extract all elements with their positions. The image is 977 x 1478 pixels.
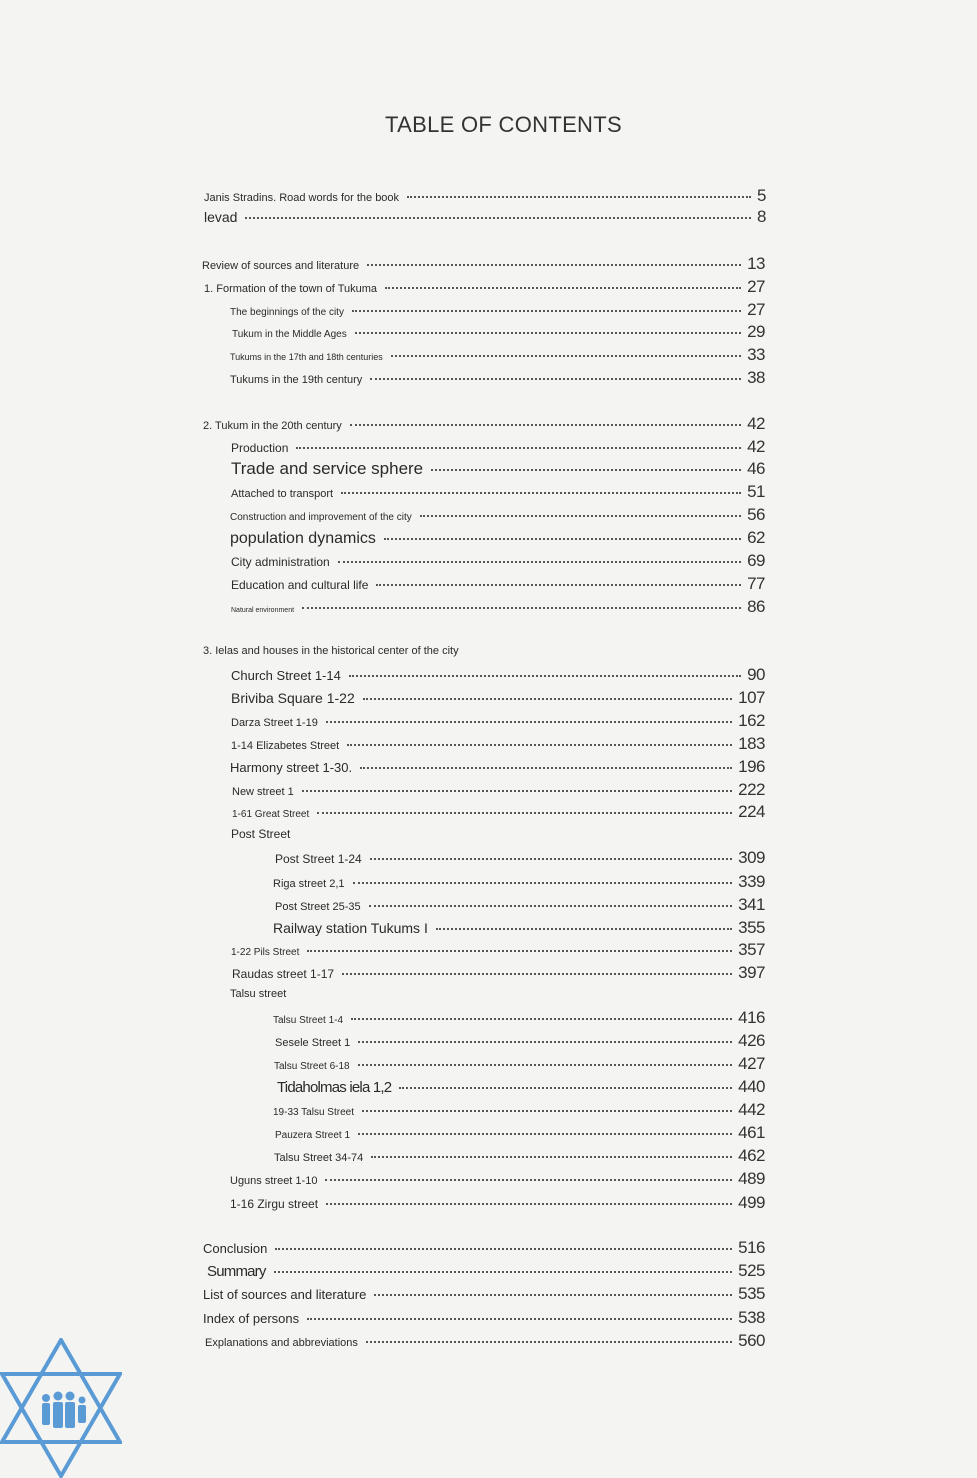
toc-entry[interactable]: City administration 69	[231, 551, 765, 570]
toc-entry[interactable]: Summary 525	[207, 1261, 765, 1280]
toc-entry[interactable]: Conclusion 516	[203, 1238, 765, 1257]
toc-entry[interactable]: 1. Formation of the town of Tukuma 27	[204, 277, 765, 296]
toc-entry[interactable]: 1-16 Zirgu street 499	[230, 1193, 765, 1212]
toc-entry[interactable]: The beginnings of the city 27	[230, 300, 765, 319]
toc-entry[interactable]: Talsu Street 34-74 462	[274, 1146, 765, 1165]
toc-entry[interactable]: Riga street 2,1 339	[273, 872, 765, 891]
toc-entry[interactable]: Tukums in the 19th century 38	[230, 368, 765, 387]
toc-entry[interactable]: Post Street 25-35 341	[275, 895, 765, 914]
toc-entry[interactable]: Explanations and abbreviations 560	[205, 1331, 765, 1350]
toc-entry[interactable]: 2. Tukum in the 20th century 42	[203, 414, 765, 433]
toc-entry[interactable]: Darza Street 1-19 162	[231, 711, 765, 730]
toc-entry[interactable]: Education and cultural life 77	[231, 574, 765, 593]
toc-entry[interactable]: levad 8	[204, 207, 766, 226]
toc-entry[interactable]: Pauzera Street 1 461	[275, 1123, 765, 1142]
toc-entry[interactable]: 1-61 Great Street 224	[232, 802, 765, 821]
toc-entry[interactable]: Talsu Street 1-4 416	[273, 1008, 765, 1027]
toc-entry[interactable]: Talsu Street 6-18 427	[274, 1054, 765, 1073]
toc-entry[interactable]: Railway station Tukums I 355	[273, 918, 765, 937]
toc-entry[interactable]: 1-14 Elizabetes Street 183	[231, 734, 765, 753]
toc-entry[interactable]: Natural environment 86	[231, 597, 765, 616]
toc-entry[interactable]: Post Street 1-24 309	[275, 848, 765, 867]
toc-entry[interactable]: List of sources and literature 535	[203, 1284, 765, 1303]
toc-entry[interactable]: Construction and improvement of the city 56	[230, 505, 765, 524]
toc-entry[interactable]: population dynamics 62	[230, 528, 765, 547]
toc-entry[interactable]: Index of persons 538	[203, 1308, 765, 1327]
toc-entry[interactable]: Uguns street 1-10 489	[230, 1169, 765, 1188]
toc-entry[interactable]: Tidaholmas iela 1,2 440	[277, 1077, 765, 1096]
toc-entry[interactable]: Attached to transport 51	[231, 482, 765, 501]
toc-entry[interactable]: Tukum in the Middle Ages 29	[232, 322, 765, 341]
page-title: TABLE OF CONTENTS	[385, 112, 622, 137]
toc-entry[interactable]: Sesele Street 1 426	[275, 1031, 765, 1050]
section-heading[interactable]: 3. Ielas and houses in the historical center of the city	[203, 645, 459, 657]
section-heading[interactable]: Post Street	[231, 827, 291, 841]
toc-entry[interactable]: Church Street 1-14 90	[231, 665, 765, 684]
toc-entry[interactable]: New street 1 222	[232, 780, 765, 799]
toc-entry[interactable]: Tukums in the 17th and 18th centuries 33	[230, 345, 765, 364]
star-of-david-logo-icon	[0, 1338, 122, 1478]
toc-entry[interactable]: 19-33 Talsu Street 442	[273, 1100, 765, 1119]
section-heading[interactable]: Talsu street	[230, 988, 287, 1000]
toc-entry[interactable]: Review of sources and literature 13	[202, 254, 765, 273]
toc-entry[interactable]: Janis Stradins. Road words for the book 5	[204, 186, 766, 205]
toc-entry[interactable]: Production 42	[231, 437, 765, 456]
toc-entry[interactable]: Harmony street 1-30. 196	[230, 757, 765, 776]
toc-entry[interactable]: Trade and service sphere 46	[231, 459, 765, 478]
toc-entry[interactable]: Raudas street 1-17 397	[232, 963, 765, 982]
toc-entry[interactable]: 1-22 Pils Street 357	[231, 940, 765, 959]
family-figures-icon	[42, 1392, 86, 1429]
toc-entry[interactable]: Briviba Square 1-22 107	[231, 688, 765, 707]
